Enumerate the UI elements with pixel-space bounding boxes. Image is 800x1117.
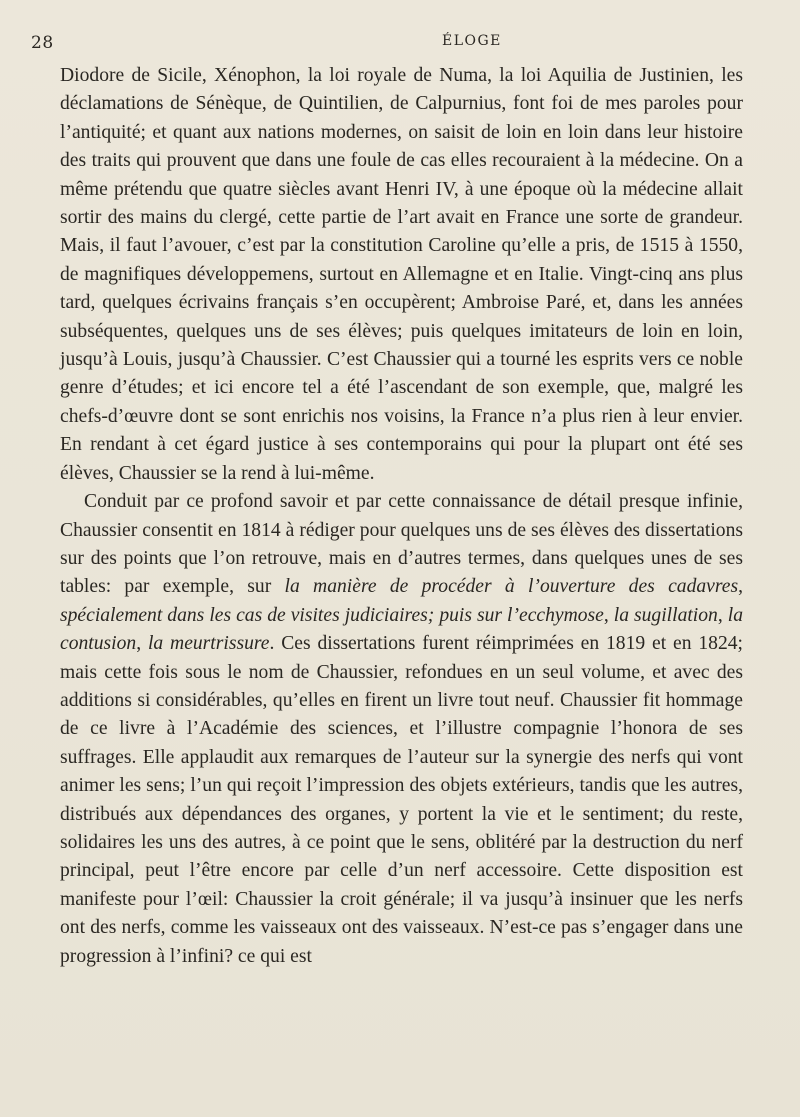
text-segment: , [738, 576, 743, 598]
text-segment: Diodore de Sicile, Xénophon, la loi royale de Numa, la loi Aquilia de Justinien, les déclamations de Sénèque, de Quintilien, de Calpurnius, font foi de mes paroles pour l’antiquité; et quant aux nations modernes, on saisit de loin en loin dans leur histoire des traits qui prouvent que dans une foule de cas elles recouraient à la médecine. On a même prétendu que quatre siècles avant Henri IV, à une époque où la médecine allait sortir des mains du clergé, cette partie de l’art avait en France une sorte de grandeur. Mais, il faut l’avouer, c’est par la constitution Caroline qu’elle a pris, de 1515 à 1550, de magnifiques développemens, surtout en Allemagne et en Italie. Vingt-cinq ans plus tard, quelques écrivains français s’en occupèrent; Ambroise Paré, et, dans les années subséquentes, quelques uns de ses élèves; puis quelques imitateurs de loin en loin, jusqu’à Louis, jusqu’à Chaussier. C’est Chaussier qui a tourné les esprits vers ce noble genre d’études; et ici encore tel a été l’ascendant de son exemple, que, malgré les chefs-d’œuvre dont se sont enrichis nos voisins, la France n’a plus rien à leur envier. En rendant à cet égard justice à ses contemporains qui pour la plupart ont été ses élèves, Chaussier se la rend à lui-même. [60, 65, 743, 484]
body-text [60, 62, 743, 971]
italic-text-segment: spécialement dans les cas de visites judiciaires; puis sur l’ecchymose [60, 604, 604, 626]
paragraph-1 [60, 62, 743, 488]
italic-text-segment: la sugillation [613, 604, 718, 626]
italic-text-segment: la manière de procéder à l’ouverture des cadavres [284, 576, 739, 598]
paragraph-2 [60, 488, 743, 971]
running-head: ÉLOGE [442, 33, 502, 49]
text-segment: , [136, 633, 148, 655]
text-segment: , [717, 604, 728, 626]
italic-text-segment: la meurtrissure [147, 633, 270, 655]
page-number: 28 [31, 33, 54, 53]
italic-text-segment: la contusion [60, 604, 743, 655]
text-segment: . Ces dissertations furent réimprimées en 1819 et en 1824; mais cette fois sous le nom de Chaussier, refondues en un seul volume, et avec des additions si considérables, qu’elles en firent un livre tout neuf. Chaussier fit hommage de ce livre à l’Académie des sciences, et l’illustre compagnie l’honora de ses suffrages. Elle applaudit aux remarques de l’auteur sur la synergie des nerfs qui vont animer les sens; l’un qui reçoit l’impression des objets extérieurs, tandis que les autres, distribués aux dépendances des organes, y portent la vie et le sentiment; du reste, solidaires les uns des autres, à ce point que le sens, oblitéré par la destruction du nerf principal, peut l’être encore par celle d’un nerf accessoire. Cette disposition est manifeste pour l’œil: Chaussier la croit générale; il va jusqu’à insinuer que les nerfs ont des nerfs, comme les vaisseaux ont des vaisseaux. N’est-ce pas s’engager dans une progression à l’infini? ce qui est [60, 633, 744, 967]
text-segment: Conduit par ce profond savoir et par cette connaissance de détail presque infinie, Chaussier consentit en 1814 à rédiger pour quelques uns de ses élèves des dissertations sur des points que l’on retrouve, mais en d’autres termes, dans quelques unes de ses tables: par exemple, sur [60, 491, 743, 598]
page-header [0, 33, 800, 53]
text-segment: , [603, 604, 614, 626]
